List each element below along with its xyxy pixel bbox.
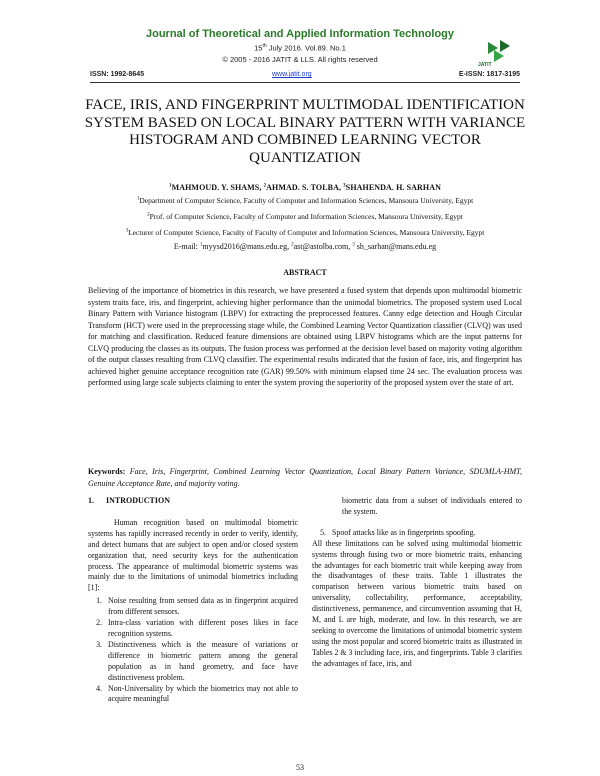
author-emails <box>90 242 520 251</box>
abstract-body: Believing of the importance of biometrics in this research, we have presented a fused system that depends upon multimodal biometric system traits face, iris, and fingerprint, achieving higher performance than the unimodal biometrics. The proposed system used Local Binary Pattern with Variance histogram (LBPV) for extracting the preprocessed features. Canny edge detection and Hough Circular Transform (HCT) were used in the preprocessing stage while, the Combined Learning Vector Quantization classifier (CLVQ) was used for matching and classification. Reduced feature dimensions are obtained using LBPV histograms which are the input patterns for CLVQ producing the classes as its outputs. The fusion process was performed at the decision level based on majority voting algorithm of the output classes resulting from CLVQ classifier. The experimental results indicated that the fusion of face, iris, and fingerprint has achieved higher genuine acceptance recognition rate (GAR) 99.50% with minimum elapsed time 24 sec. The evaluation process was performed using large scale subjects claiming to enter the system proving the superiority of the proposed system over the state of art. <box>88 286 522 387</box>
email-sup: 3 <box>352 242 355 248</box>
author-name: MAHMOUD. Y. SHAMS, <box>171 183 264 192</box>
website-link[interactable]: www.jatit.org <box>272 71 312 78</box>
intro-paragraph-1: Human recognition based on multimodal biometric systems has rapidly increased recently in order to verify, identify, and detect humans that are subject to open and/or closed system organization that, need security keys for the authentication process. The appearance of multimodal biometric systems was mainly due to the limitations of unimodal biometrics including [1]: <box>88 517 298 593</box>
affiliation-text: Prof. of Computer Science, Faculty of Computer and Information Sciences, Mansoura University, Egypt <box>149 212 463 221</box>
affiliation-sup: 3 <box>125 228 129 234</box>
paper-title: FACE, IRIS, AND FINGERPRINT MULTIMODAL IDENTIFICATION SYSTEM BASED ON LOCAL BINARY PATTERN WITH VARIANCE HISTOGRAM AND COMBINED LEARNING VECTOR QUANTIZATION <box>84 97 526 166</box>
author-sup: 2 <box>263 183 267 189</box>
header-divider <box>90 82 520 83</box>
intro-paragraph-2: All these limitations can be solved using multimodal biometric systems through fusing two or more biometric traits, enhancing the advantages for each biometric trait while keeping away from the disadvantages of these traits. Table 1 illustrates the comparison between various biometric traits based on universality, collectability, performance, acceptability, distinctiveness, permanence, and circumvention assuming that H, M, and L are high, moderate, and low. In this research, we are seeking to overcome the limitations of unimodal biometric system using the most popular and scored biometric traits as illustrated in Tables 2 & 3 including face, iris, and fingerprints. Table 3 clarifies the advantages of face, iris, and <box>312 538 522 668</box>
list-text: Noise resulting from sensed data as in fingerprint acquired from different sensors. <box>108 596 298 617</box>
list-item <box>88 618 298 640</box>
author-name: SHAHENDA. H. SARHAN <box>345 183 442 192</box>
list-text: Intra-class variation with different poses likes in face recognition systems. <box>108 618 298 638</box>
issn-row <box>90 71 520 81</box>
list-number: 5. <box>320 527 326 537</box>
list-number: 2. <box>96 618 102 628</box>
right-column <box>312 496 522 670</box>
list-item <box>88 596 298 618</box>
issue-day-suffix: th <box>262 43 267 49</box>
author-sup: 1 <box>168 183 172 189</box>
affiliation-2 <box>80 212 530 221</box>
list-text: Spoof attacks like as in fingerprints spoofing. <box>332 527 476 537</box>
limitations-list <box>88 596 298 705</box>
email-sup: 1 <box>199 242 203 248</box>
issue-rest: July 2016. Vol.89. No.1 <box>266 43 346 53</box>
list-number: 1. <box>96 596 102 606</box>
email-address[interactable]: sh_sarhan@mans.edu.eg <box>354 242 437 251</box>
logo-flag-center <box>494 50 504 62</box>
list-item-4-continued: biometric data from a subset of individuals entered to the system. <box>342 496 522 516</box>
journal-title: Journal of Theoretical and Applied Information Technology <box>145 28 455 40</box>
author-list <box>90 183 520 192</box>
list-text: Non-Universality by which the biometrics may not able to acquire meaningful <box>108 683 298 704</box>
logo-text: JATIT <box>478 62 492 68</box>
author-name: AHMAD. S. TOLBA, <box>266 183 344 192</box>
spacer <box>312 518 522 526</box>
affiliation-sup: 1 <box>136 196 140 202</box>
list-item <box>88 684 298 706</box>
email-address[interactable]: ast@astolba.com, <box>293 242 353 251</box>
list-number: 4. <box>96 683 102 693</box>
copyright-notice: © 2005 - 2016 JATIT & LLS. All rights reserved <box>222 55 378 64</box>
list-text: Distinctiveness which is the measure of variations or difference in biometric pattern among the general population as in hand geometry, and face have distinctiveness problem. <box>108 639 298 682</box>
section-heading-introduction <box>88 496 298 507</box>
affiliation-text: Lecturer of Computer Science, Faculty of Faculty of Computer and Information Sciences, Mansoura University, Egypt <box>128 228 485 237</box>
limitations-list-continued <box>312 528 522 539</box>
logo-flag-right <box>500 40 510 52</box>
issn-electronic: E-ISSN: 1817-3195 <box>458 71 520 78</box>
section-title: INTRODUCTION <box>106 496 171 505</box>
left-column <box>88 496 298 705</box>
affiliation-text: Department of Computer Science, Faculty of Computer and Information Sciences, Mansoura University, Egypt <box>139 196 474 205</box>
section-number: 1. <box>88 496 94 505</box>
email-sup: 2 <box>291 242 294 248</box>
page-number: 53 <box>296 763 304 772</box>
keywords-label: Keywords: <box>88 467 126 476</box>
list-item <box>312 528 522 539</box>
keywords-list: Face, Iris, Fingerprint, Combined Learning Vector Quantization, Local Binary Pattern Variance, SDUMLA-HMT, Genuine Acceptance Rate, and majority voting. <box>88 467 522 488</box>
issn-print: ISSN: 1992-8645 <box>90 71 145 78</box>
affiliation-3 <box>80 228 530 237</box>
abstract-heading: ABSTRACT <box>283 268 327 277</box>
list-number: 3. <box>96 639 102 649</box>
issue-day: 15 <box>254 43 263 53</box>
affiliation-sup: 2 <box>147 212 150 218</box>
list-item <box>88 640 298 684</box>
affiliation-1 <box>80 196 530 205</box>
email-address[interactable]: myysd2016@mans.edu.eg, <box>202 242 292 251</box>
keywords <box>88 466 522 489</box>
author-sup: 3 <box>343 183 346 189</box>
email-label: E-mail: <box>173 242 200 251</box>
